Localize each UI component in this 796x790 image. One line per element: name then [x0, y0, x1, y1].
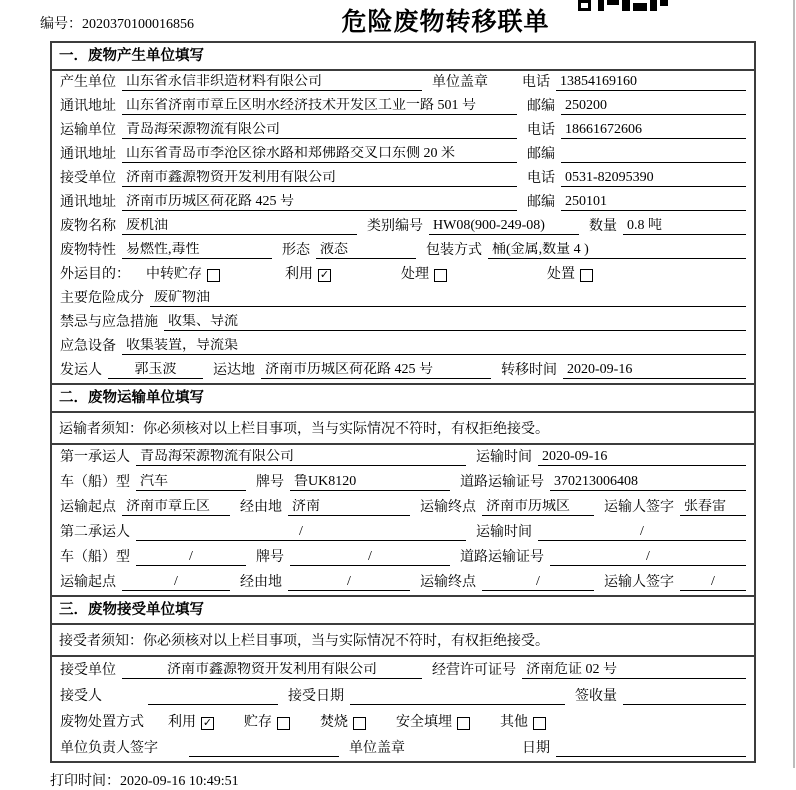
purpose-option-use — [285, 267, 331, 283]
waste-pack-label: 包装方式 — [426, 243, 482, 258]
route1-via-label: 经由地 — [240, 500, 282, 515]
disposal-option-incinerate-label: 焚烧 — [320, 715, 348, 730]
carrier2-label: 第二承运人 — [60, 525, 130, 540]
accept-qty-value — [623, 704, 746, 705]
producer-value: 山东省永信非织造材料有限公司 — [122, 74, 422, 91]
shipper-time-label: 转移时间 — [501, 363, 557, 378]
carrier1-time-value: 2020-09-16 — [538, 449, 746, 466]
shipper-time-value: 2020-09-16 — [563, 362, 746, 379]
transporter-label: 运输单位 — [60, 123, 116, 138]
acceptor-label: 接受人 — [60, 689, 102, 704]
disposal-option-landfill-label: 安全填埋 — [396, 715, 452, 730]
receiver-zip-label: 邮编 — [527, 195, 555, 210]
section3-body — [52, 625, 754, 761]
producer-addr-value: 山东省济南市章丘区明水经济技术开发区工业一路 501 号 — [122, 98, 517, 115]
receiver-addr-label: 通讯地址 — [60, 195, 116, 210]
producer-phone-value: 13854169160 — [556, 74, 746, 91]
emergency-value: 收集、导流 — [164, 314, 746, 331]
row-responsible-sign — [52, 735, 754, 761]
row-disposal-method — [52, 709, 754, 735]
row-producer-address — [52, 95, 754, 119]
emergency-label: 禁忌与应急措施 — [60, 315, 158, 330]
route1-sign-value: 张春雷 — [680, 499, 746, 516]
row-producer — [52, 71, 754, 95]
route1-start-label: 运输起点 — [60, 500, 116, 515]
document-header — [0, 0, 796, 41]
row-waste-name — [52, 215, 754, 239]
vehicle2-label: 车（船）型 — [60, 550, 130, 565]
accept-date-value — [350, 704, 565, 705]
equipment-label: 应急设备 — [60, 339, 116, 354]
carrier1-time-label: 运输时间 — [476, 450, 532, 465]
disposal-option-use — [168, 715, 214, 731]
right-edge-line — [793, 0, 795, 768]
route1-end-label: 运输终点 — [420, 500, 476, 515]
route2-via-value: / — [288, 574, 410, 591]
disposal-option-other-label: 其他 — [500, 715, 528, 730]
row-receiver-address — [52, 191, 754, 215]
receiver-phone-label: 电话 — [527, 171, 555, 186]
purpose-label: 外运目的： — [60, 267, 130, 282]
row-route2 — [52, 570, 754, 595]
unit-seal-label: 单位盖章 — [349, 741, 405, 756]
serial-label: 编号： — [40, 17, 82, 32]
route2-start-label: 运输起点 — [60, 575, 116, 590]
checkbox-dispose — [580, 269, 593, 282]
row-emergency-measures — [52, 311, 754, 335]
receiver-phone-value: 0531-82095390 — [561, 170, 746, 187]
section3-notice: 接受者须知：你必须核对以上栏目事项，当与实际情况不符时，有权拒绝接受。 — [52, 625, 754, 657]
transporter-phone-value: 18661672606 — [561, 122, 746, 139]
purpose-option-transit-label: 中转贮存 — [146, 267, 202, 282]
transfer-form — [50, 41, 756, 763]
checkbox-disposal-incinerate — [353, 717, 366, 730]
section3-header: 三．废物接受单位填写 — [52, 595, 754, 625]
carrier1-value: 青岛海荣源物流有限公司 — [136, 449, 466, 466]
carrier2-time-value: / — [538, 524, 746, 541]
route2-via-label: 经由地 — [240, 575, 282, 590]
print-time — [50, 770, 796, 790]
purpose-option-treat-label: 处理 — [401, 267, 429, 282]
carrier2-value: / — [136, 524, 466, 541]
vehicle2-plate-value: / — [290, 549, 450, 566]
row-receive-unit — [52, 657, 754, 683]
purpose-option-dispose-label: 处置 — [547, 267, 575, 282]
route2-sign-value: / — [680, 574, 746, 591]
row-transporter — [52, 119, 754, 143]
receiver-zip-value: 250101 — [561, 194, 746, 211]
vehicle1-license-value: 370213006408 — [550, 474, 746, 491]
vehicle2-license-label: 道路运输证号 — [460, 550, 544, 565]
checkbox-disposal-other — [533, 717, 546, 730]
row-route1 — [52, 495, 754, 520]
route2-sign-label: 运输人签字 — [604, 575, 674, 590]
checkbox-disposal-store — [277, 717, 290, 730]
seal-label: 单位盖章 — [432, 75, 488, 90]
equipment-value: 收集装置，导流渠 — [122, 338, 746, 355]
row-carrier2 — [52, 520, 754, 545]
producer-zip-value: 250200 — [561, 98, 746, 115]
row-transporter-address — [52, 143, 754, 167]
hazard-value: 废矿物油 — [150, 290, 746, 307]
shipper-value: 郭玉波 — [108, 362, 203, 379]
purpose-option-dispose — [547, 267, 593, 283]
row-vehicle2 — [52, 545, 754, 570]
acceptor-value — [148, 704, 278, 705]
disposal-option-store-label: 贮存 — [244, 715, 272, 730]
vehicle1-value: 汽车 — [136, 474, 246, 491]
waste-code-label: 类别编号 — [367, 219, 423, 234]
receive-unit-label: 接受单位 — [60, 663, 116, 678]
shipper-label: 发运人 — [60, 363, 102, 378]
waste-form-label: 形态 — [282, 243, 310, 258]
qr-code-fragment — [578, 0, 668, 11]
disposal-option-landfill — [396, 715, 470, 731]
receive-license-label: 经营许可证号 — [432, 663, 516, 678]
transporter-zip-value — [561, 162, 746, 163]
row-waste-properties — [52, 239, 754, 263]
receiver-addr-value: 济南市历城区荷花路 425 号 — [122, 194, 517, 211]
checkbox-disposal-use: ✓ — [202, 717, 213, 729]
checkbox-disposal-landfill — [457, 717, 470, 730]
row-carrier1 — [52, 445, 754, 470]
waste-name-value: 废机油 — [122, 218, 357, 235]
row-shipper — [52, 359, 754, 383]
section2-notice: 运输者须知：你必须核对以上栏目事项，当与实际情况不符时，有权拒绝接受。 — [52, 413, 754, 445]
purpose-option-treat — [401, 267, 447, 283]
carrier1-label: 第一承运人 — [60, 450, 130, 465]
shipper-dest-value: 济南市历城区荷花路 425 号 — [261, 362, 491, 379]
print-time-label: 打印时间： — [50, 774, 120, 789]
route1-start-value: 济南市章丘区 — [122, 499, 230, 516]
producer-zip-label: 邮编 — [527, 99, 555, 114]
route2-start-value: / — [122, 574, 230, 591]
responsible-sign-value — [189, 756, 339, 757]
section1-body — [52, 71, 754, 383]
route2-end-label: 运输终点 — [420, 575, 476, 590]
section2-body — [52, 413, 754, 595]
accept-date-label: 接受日期 — [288, 689, 344, 704]
disposal-option-other — [500, 715, 546, 731]
route1-via-value: 济南 — [288, 499, 410, 516]
disposal-option-use-label: 利用 — [168, 715, 196, 730]
waste-form-value: 液态 — [316, 242, 416, 259]
disposal-option-incinerate — [320, 715, 366, 731]
producer-label: 产生单位 — [60, 75, 116, 90]
disposal-option-store — [244, 715, 290, 731]
waste-props-value: 易燃性,毒性 — [122, 242, 272, 259]
responsible-sign-label: 单位负责人签字 — [60, 741, 158, 756]
waste-qty-label: 数量 — [589, 219, 617, 234]
vehicle1-plate-value: 鲁UK8120 — [290, 474, 450, 491]
row-hazard-components — [52, 287, 754, 311]
route1-sign-label: 运输人签字 — [604, 500, 674, 515]
disposal-label: 废物处置方式 — [60, 715, 144, 730]
shipper-dest-label: 运达地 — [213, 363, 255, 378]
producer-addr-label: 通讯地址 — [60, 99, 116, 114]
row-vehicle1 — [52, 470, 754, 495]
section1-header: 一．废物产生单位填写 — [52, 43, 754, 71]
waste-name-label: 废物名称 — [60, 219, 116, 234]
checkbox-transit — [207, 269, 220, 282]
route2-end-value: / — [482, 574, 594, 591]
transporter-phone-label: 电话 — [527, 123, 555, 138]
section2-header: 二．废物运输单位填写 — [52, 383, 754, 413]
vehicle1-plate-label: 牌号 — [256, 475, 284, 490]
accept-qty-label: 签收量 — [575, 689, 617, 704]
carrier2-time-label: 运输时间 — [476, 525, 532, 540]
vehicle2-plate-label: 牌号 — [256, 550, 284, 565]
checkbox-use: ✓ — [319, 269, 330, 281]
receiver-label: 接受单位 — [60, 171, 116, 186]
transporter-zip-label: 邮编 — [527, 147, 555, 162]
vehicle2-license-value: / — [550, 549, 746, 566]
route1-end-value: 济南市历城区 — [482, 499, 594, 516]
checkbox-treat — [434, 269, 447, 282]
waste-code-value: HW08(900-249-08) — [429, 218, 579, 235]
row-transfer-purpose — [52, 263, 754, 287]
producer-phone-label: 电话 — [522, 75, 550, 90]
receiver-value: 济南市鑫源物资开发利用有限公司 — [122, 170, 517, 187]
receive-unit-value: 济南市鑫源物资开发利用有限公司 — [122, 662, 422, 679]
row-receiver — [52, 167, 754, 191]
waste-props-label: 废物特性 — [60, 243, 116, 258]
vehicle1-label: 车（船）型 — [60, 475, 130, 490]
transporter-value: 青岛海荣源物流有限公司 — [122, 122, 517, 139]
row-emergency-equipment — [52, 335, 754, 359]
serial-value: 2020370100016856 — [82, 17, 194, 32]
vehicle2-value: / — [136, 549, 246, 566]
page-title: 危险废物转移联单 — [341, 9, 550, 36]
sign-date-value — [556, 756, 746, 757]
waste-qty-value: 0.8 吨 — [623, 218, 746, 235]
purpose-option-use-label: 利用 — [285, 267, 313, 282]
row-acceptor — [52, 683, 754, 709]
vehicle1-license-label: 道路运输证号 — [460, 475, 544, 490]
sign-date-label: 日期 — [522, 741, 550, 756]
hazard-label: 主要危险成分 — [60, 291, 144, 306]
waste-pack-value: 桶(金属,数量 4 ) — [488, 242, 746, 259]
transporter-addr-label: 通讯地址 — [60, 147, 116, 162]
print-time-value: 2020-09-16 10:49:51 — [120, 774, 239, 789]
purpose-option-transit — [146, 267, 220, 283]
transporter-addr-value: 山东省青岛市李沧区徐水路和郑佛路交叉口东侧 20 米 — [122, 146, 517, 163]
receive-license-value: 济南危证 02 号 — [522, 662, 746, 679]
